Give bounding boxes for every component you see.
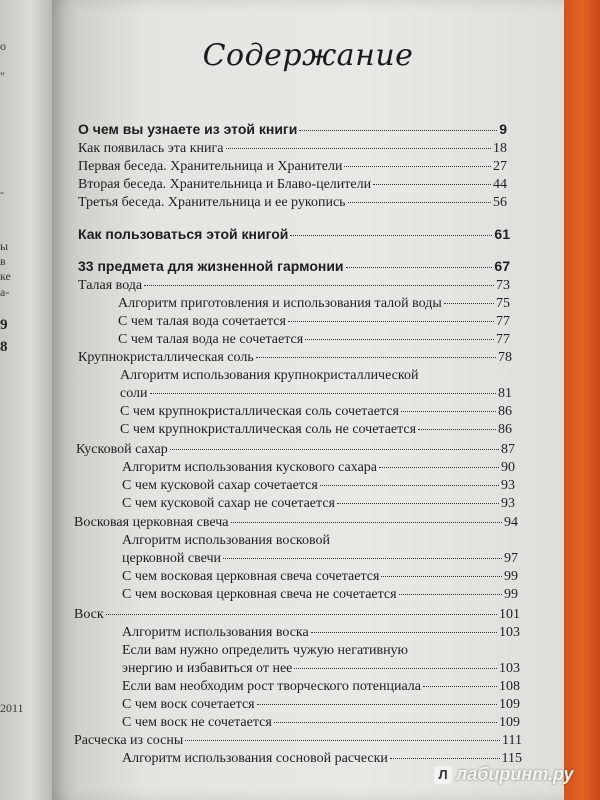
toc-dot-leader (294, 668, 497, 669)
toc-entry-title: Как появилась эта книга (78, 141, 224, 156)
toc-entry-title: Воск (74, 607, 104, 622)
toc-entry (74, 732, 522, 749)
toc-page-number: 97 (504, 551, 518, 566)
toc-entry-title: Восковая церковная свеча (74, 515, 229, 530)
toc-page-number: 81 (498, 386, 512, 401)
toc-entry (122, 532, 330, 549)
watermark-logo: Л (434, 766, 452, 784)
toc-entry-title: Первая беседа. Хранительница и Хранители (78, 159, 343, 174)
toc-dot-leader (423, 686, 497, 687)
toc-entry (78, 226, 510, 243)
toc-page-number: 78 (498, 350, 512, 365)
toc-entry (122, 642, 408, 659)
left-page-fragment: - (0, 185, 4, 199)
toc-entry-title: Расческа из сосны (74, 733, 184, 748)
toc-entry (122, 568, 518, 585)
toc-entry-title: С чем талая вода сочетается (118, 314, 286, 329)
page-title: Содержание (202, 38, 414, 73)
toc-entry (76, 441, 515, 458)
toc-dot-leader (399, 594, 502, 595)
toc-dot-leader (346, 267, 493, 268)
toc-entry (78, 194, 507, 211)
toc-page-number: 93 (501, 478, 515, 493)
toc-page-number: 75 (496, 296, 510, 311)
toc-dot-leader (379, 467, 499, 468)
toc-dot-leader (401, 411, 496, 412)
toc-entry-title: С чем крупнокристаллическая соль не сочетается (120, 422, 417, 437)
toc-dot-leader (290, 235, 492, 236)
toc-page-number: 101 (499, 607, 520, 622)
toc-entry (120, 385, 512, 402)
toc-entry-title: 33 предмета для жизненной гармонии (78, 258, 344, 274)
toc-page-number: 77 (496, 314, 510, 329)
toc-page-number: 87 (501, 442, 515, 457)
toc-entry-title: Алгоритм использования воска (122, 625, 309, 640)
left-page-fragment: в (0, 254, 6, 268)
toc-dot-leader (144, 285, 494, 286)
toc-dot-leader (170, 449, 499, 450)
toc-page-number: 109 (499, 715, 520, 730)
toc-entry (122, 550, 518, 567)
toc-entry-title: С чем крупнокристаллическая соль сочетается (120, 404, 399, 419)
toc-dot-leader (274, 722, 497, 723)
toc-entry (118, 313, 510, 330)
toc-entry (120, 421, 512, 438)
toc-entry-title: С чем кусковой сахар сочетается (122, 478, 318, 493)
toc-entry (120, 367, 418, 384)
left-page-fragment: " (0, 69, 5, 83)
toc-dot-leader (256, 357, 496, 358)
toc-entry (118, 295, 510, 312)
toc-page-number: 90 (501, 460, 515, 475)
toc-entry-title: С чем кусковой сахар не сочетается (122, 496, 335, 511)
left-page-fragment: 8 (0, 339, 8, 355)
toc-page-number: 108 (499, 679, 520, 694)
toc-page-number: 93 (501, 496, 515, 511)
toc-dot-leader (223, 558, 502, 559)
watermark-text: лабиринт.ру (456, 764, 574, 784)
toc-entry-title: С чем талая вода не сочетается (118, 332, 304, 347)
toc-dot-leader (150, 393, 496, 394)
toc-entry-title: Если вам нужно определить чужую негативную (122, 643, 409, 658)
toc-entry (122, 459, 515, 476)
toc-entry (78, 258, 510, 275)
toc-entry (122, 660, 520, 677)
toc-entry (74, 606, 520, 623)
toc-dot-leader (337, 503, 499, 504)
toc-entry (74, 514, 518, 531)
toc-page-number: 77 (496, 332, 510, 347)
toc-entry-title: Если вам необходим рост творческого потенциала (122, 679, 421, 694)
toc-dot-leader (305, 339, 494, 340)
book-page (52, 0, 564, 800)
toc-page-number: 67 (494, 258, 510, 274)
toc-entry-title: соли (120, 386, 148, 401)
toc-entry-title: Алгоритм использования восковой (122, 533, 331, 548)
toc-entry-title: церковной свечи (122, 551, 222, 566)
toc-entry (78, 140, 507, 157)
toc-page-number: 94 (504, 515, 518, 530)
toc-dot-leader (381, 576, 502, 577)
toc-dot-leader (226, 148, 492, 149)
toc-dot-leader (348, 202, 491, 203)
toc-entry-title: С чем восковая церковная свеча сочетается (122, 569, 380, 584)
toc-entry (122, 696, 520, 713)
toc-entry-title: Алгоритм использования крупнокристаллической (120, 368, 419, 383)
toc-entry (122, 477, 515, 494)
toc-page-number: 99 (504, 587, 518, 602)
toc-entry (78, 158, 507, 175)
toc-dot-leader (444, 303, 494, 304)
toc-dot-leader (390, 758, 500, 759)
left-page-edge (0, 0, 52, 800)
toc-dot-leader (299, 130, 497, 131)
toc-page-number: 73 (496, 278, 510, 293)
toc-entry-title: Алгоритм использования кускового сахара (122, 460, 378, 475)
toc-entry (118, 331, 510, 348)
toc-entry (120, 403, 512, 420)
toc-entry (122, 495, 515, 512)
toc-entry (122, 678, 520, 695)
book-cover-edge (564, 0, 600, 800)
left-page-fragment: а- (0, 285, 10, 299)
toc-page-number: 56 (493, 195, 507, 210)
toc-dot-leader (106, 614, 497, 615)
toc-dot-leader (320, 485, 499, 486)
toc-entry-title: Талая вода (78, 278, 143, 293)
toc-dot-leader (257, 704, 497, 705)
toc-dot-leader (373, 184, 491, 185)
toc-entry (78, 176, 507, 193)
toc-entry (78, 349, 512, 366)
toc-page-number: 109 (499, 697, 520, 712)
toc-entry-title: С чем воск сочетается (122, 697, 255, 712)
left-page-fragment: о (0, 39, 6, 53)
toc-entry-title: Кусковой сахар (76, 442, 168, 457)
toc-dot-leader (288, 321, 494, 322)
toc-dot-leader (418, 429, 496, 430)
left-page-fragment: 9 (0, 317, 8, 333)
toc-page-number: 86 (498, 404, 512, 419)
toc-dot-leader (231, 522, 503, 523)
toc-entry (122, 714, 520, 731)
toc-page-number: 115 (501, 751, 522, 766)
toc-dot-leader (344, 166, 491, 167)
toc-dot-leader (185, 740, 500, 741)
toc-entry-title: энергию и избавиться от нее (122, 661, 293, 676)
toc-page-number: 99 (504, 569, 518, 584)
toc-page-number: 103 (499, 625, 520, 640)
toc-page-number: 103 (499, 661, 520, 676)
toc-entry (122, 624, 520, 641)
toc-entry (122, 586, 518, 603)
toc-page-number: 27 (493, 159, 507, 174)
toc-page-number: 111 (502, 733, 522, 748)
toc-entry-title: С чем восковая церковная свеча не сочетается (122, 587, 397, 602)
toc-entry-title: Алгоритм использования сосновой расчески (122, 751, 388, 766)
toc-page-number: 18 (493, 141, 507, 156)
toc-page-number: 61 (494, 226, 510, 242)
toc-entry-title: С чем воск не сочетается (122, 715, 272, 730)
toc-page-number: 44 (493, 177, 507, 192)
toc-entry-title: Третья беседа. Хранительница и ее рукопись (78, 195, 346, 210)
toc-entry-title: Крупнокристаллическая соль (78, 350, 254, 365)
left-page-fragment: ке (0, 269, 11, 283)
toc-page-number: 9 (499, 121, 507, 137)
toc-entry (78, 277, 510, 294)
toc-dot-leader (311, 632, 497, 633)
toc-entry-title: Как пользоваться этой книгой (78, 226, 289, 242)
left-page-fragment: 2011 (0, 701, 24, 715)
toc-entry (78, 121, 507, 138)
toc-entry-title: О чем вы узнаете из этой книги (78, 121, 298, 137)
toc-entry-title: Вторая беседа. Хранительница и Блаво-целители (78, 177, 372, 192)
toc-entry-title: Алгоритм приготовления и использования талой воды (118, 296, 442, 311)
toc-page-number: 86 (498, 422, 512, 437)
left-page-fragment: ы (0, 239, 9, 253)
